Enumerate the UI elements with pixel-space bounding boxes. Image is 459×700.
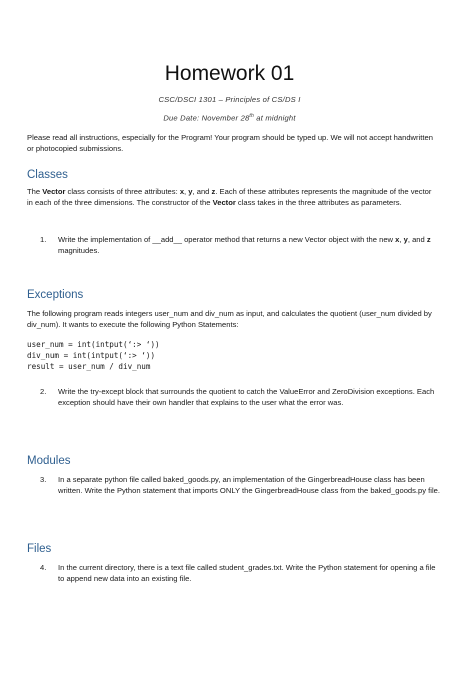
classes-paragraph xyxy=(27,186,437,209)
code-line: div_num = int(intput(‘:> ‘)) xyxy=(27,351,156,360)
due-date-suffix: at midnight xyxy=(254,113,296,123)
q1-bold-x: x xyxy=(395,235,400,244)
question-text: Write the try-except block that surrounds the quotient to catch the ValueError and ZeroDivision exceptions. Each exception should have their own handler that explains to the user what the error was. xyxy=(58,387,435,408)
question-number: 4. xyxy=(40,563,47,572)
question-text: In a separate python file called baked_goods.py, an implementation of the GingerbreadHouse class has been written. Write the Python statement that imports ONLY the GingerbreadHouse class from the baked_goods.py file. xyxy=(58,475,440,496)
question-text: In the current directory, there is a text file called student_grades.txt. Write the Python statement for opening a file to append new data into an existing file. xyxy=(58,563,436,584)
question-number: 3. xyxy=(40,475,47,484)
classes-text: . Each of these attributes represents the magnitude of the vector in each of the three dimensions. The constructor of the xyxy=(27,187,432,208)
due-date-prefix: Due Date: November 28 xyxy=(163,113,250,123)
classes-bold-vector: Vector xyxy=(212,198,236,208)
exceptions-paragraph: The following program reads integers user_num and div_num as input, and calculates the quotient (user_num divided by div_num). It wants to execute the following Python Statements: xyxy=(27,309,432,330)
classes-bold-vector: Vector xyxy=(42,187,66,196)
classes-text: class takes in the three attributes as parameters. xyxy=(235,198,402,208)
q1-text: , and xyxy=(407,235,427,244)
section-heading-classes: Classes xyxy=(27,169,68,181)
classes-text: class consists of three attributes: xyxy=(65,187,180,196)
due-date xyxy=(0,113,459,123)
question-number: 2. xyxy=(40,387,47,396)
classes-text: , xyxy=(184,187,189,196)
question-3 xyxy=(40,474,440,497)
classes-text: , and xyxy=(192,187,212,196)
code-line: result = user_num / div_num xyxy=(27,362,151,371)
page-title: Homework 01 xyxy=(164,62,295,85)
q1-text: , xyxy=(399,235,404,244)
classes-bold-x: x xyxy=(179,187,185,196)
section-heading-files: Files xyxy=(27,543,52,555)
question-2 xyxy=(40,386,440,409)
q1-text: magnitudes. xyxy=(58,246,100,256)
due-date-sup: th xyxy=(249,113,254,119)
code-line: user_num = int(intput(‘:> ‘)) xyxy=(27,340,160,349)
q1-bold-y: y xyxy=(403,235,408,244)
course-subtitle: CSC/DSCI 1301 – Principles of CS/DS I xyxy=(158,95,301,104)
section-heading-modules: Modules xyxy=(27,455,71,467)
question-text xyxy=(58,234,440,257)
question-4 xyxy=(40,562,440,585)
question-1 xyxy=(40,234,440,257)
q1-text: Write the implementation of __add__ operator method that returns a new Vector object with the new xyxy=(58,235,396,244)
intro-paragraph: Please read all instructions, especially for the Program! Your program should be typed up. We will not accept handwritten or photocopied submissions. xyxy=(27,133,433,154)
q1-bold-z: z xyxy=(426,235,431,244)
classes-text: The xyxy=(27,187,43,196)
classes-bold-z: z xyxy=(211,187,216,196)
question-number: 1. xyxy=(40,235,47,244)
classes-bold-y: y xyxy=(188,187,193,196)
section-heading-exceptions: Exceptions xyxy=(27,289,84,301)
